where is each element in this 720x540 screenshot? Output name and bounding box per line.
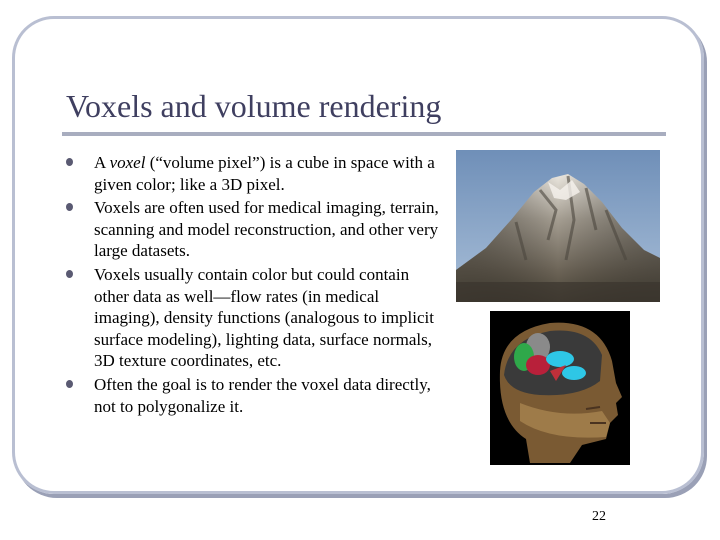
bullet-dot-icon <box>66 203 73 211</box>
slide-title: Voxels and volume rendering <box>66 88 442 124</box>
volume-rendered-head-image <box>490 311 630 465</box>
bullet-item: Often the goal is to render the voxel data directly, not to polygonalize it. <box>66 374 446 417</box>
title-divider <box>62 132 666 136</box>
bullet-item: Voxels usually contain color but could contain other data as well—flow rates (in medical imaging), density functions (analogous to implicit surface modeling), lighting data, surface normals, 3D texture coordinates, etc. <box>66 264 446 372</box>
bullet-dot-icon <box>66 380 73 388</box>
bullet-item: Voxels are often used for medical imaging, terrain, scanning and model reconstruction, and other very large datasets. <box>66 197 446 262</box>
mountain-terrain-image <box>456 150 660 302</box>
bullet-dot-icon <box>66 270 73 278</box>
bullet-item: A voxel (“volume pixel”) is a cube in space with a given color; like a 3D pixel. <box>66 152 446 195</box>
bullet-dot-icon <box>66 158 73 166</box>
bullet-list <box>66 152 446 419</box>
page-number: 22 <box>592 509 606 524</box>
